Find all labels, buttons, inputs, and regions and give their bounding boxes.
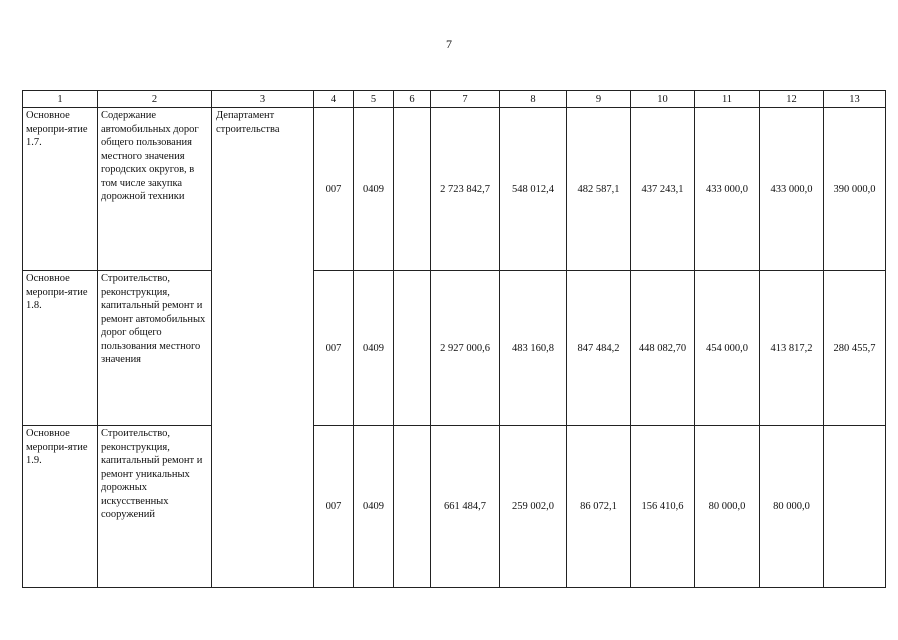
table-cell: 483 160,8 <box>500 271 567 426</box>
column-header: 8 <box>500 91 567 108</box>
table-cell: 156 410,6 <box>631 426 695 588</box>
column-header: 1 <box>23 91 98 108</box>
column-header: 11 <box>695 91 760 108</box>
table-cell: 433 000,0 <box>695 108 760 271</box>
measure-name: Содержание автомобильных дорог общего пользования местного значения городских округов, в том числе закупка дорожной техники <box>98 108 212 271</box>
table-cell: 007 <box>314 426 354 588</box>
table-cell: 86 072,1 <box>567 426 631 588</box>
table-cell: 80 000,0 <box>695 426 760 588</box>
table-cell <box>394 271 431 426</box>
column-header: 10 <box>631 91 695 108</box>
column-header: 6 <box>394 91 431 108</box>
table-row <box>23 426 886 588</box>
column-header: 2 <box>98 91 212 108</box>
column-header: 4 <box>314 91 354 108</box>
table-row <box>23 108 886 271</box>
column-header: 5 <box>354 91 394 108</box>
table-cell <box>824 426 886 588</box>
table-cell: 280 455,7 <box>824 271 886 426</box>
measure-label: Основное меропри-ятие 1.9. <box>23 426 98 588</box>
header-row <box>23 91 886 108</box>
table-row <box>23 271 886 426</box>
column-header: 9 <box>567 91 631 108</box>
measure-name: Строительство, реконструкция, капитальный ремонт и ремонт уникальных дорожных искусственных сооружений <box>98 426 212 588</box>
column-header: 13 <box>824 91 886 108</box>
department-cell: Департамент строительства <box>212 108 314 588</box>
table-cell: 80 000,0 <box>760 426 824 588</box>
measure-name: Строительство, реконструкция, капитальный ремонт и ремонт автомобильных дорог общего пользования местного значения <box>98 271 212 426</box>
table-cell: 007 <box>314 271 354 426</box>
table-cell <box>394 108 431 271</box>
budget-table <box>22 90 886 588</box>
table-cell: 390 000,0 <box>824 108 886 271</box>
table-cell: 482 587,1 <box>567 108 631 271</box>
table-cell <box>394 426 431 588</box>
table-cell: 448 082,70 <box>631 271 695 426</box>
table-cell: 437 243,1 <box>631 108 695 271</box>
table-cell: 454 000,0 <box>695 271 760 426</box>
table-cell: 433 000,0 <box>760 108 824 271</box>
measure-label: Основное меропри-ятие 1.8. <box>23 271 98 426</box>
table-cell: 847 484,2 <box>567 271 631 426</box>
column-header: 3 <box>212 91 314 108</box>
table-cell: 2 927 000,6 <box>431 271 500 426</box>
table-cell: 2 723 842,7 <box>431 108 500 271</box>
table-cell: 0409 <box>354 108 394 271</box>
table-cell: 007 <box>314 108 354 271</box>
table-cell: 661 484,7 <box>431 426 500 588</box>
table-cell: 413 817,2 <box>760 271 824 426</box>
column-header: 12 <box>760 91 824 108</box>
table-cell: 0409 <box>354 271 394 426</box>
column-header: 7 <box>431 91 500 108</box>
table-cell: 0409 <box>354 426 394 588</box>
table-cell: 548 012,4 <box>500 108 567 271</box>
table-cell: 259 002,0 <box>500 426 567 588</box>
page-number: 7 <box>446 37 452 51</box>
measure-label: Основное меропри-ятие 1.7. <box>23 108 98 271</box>
